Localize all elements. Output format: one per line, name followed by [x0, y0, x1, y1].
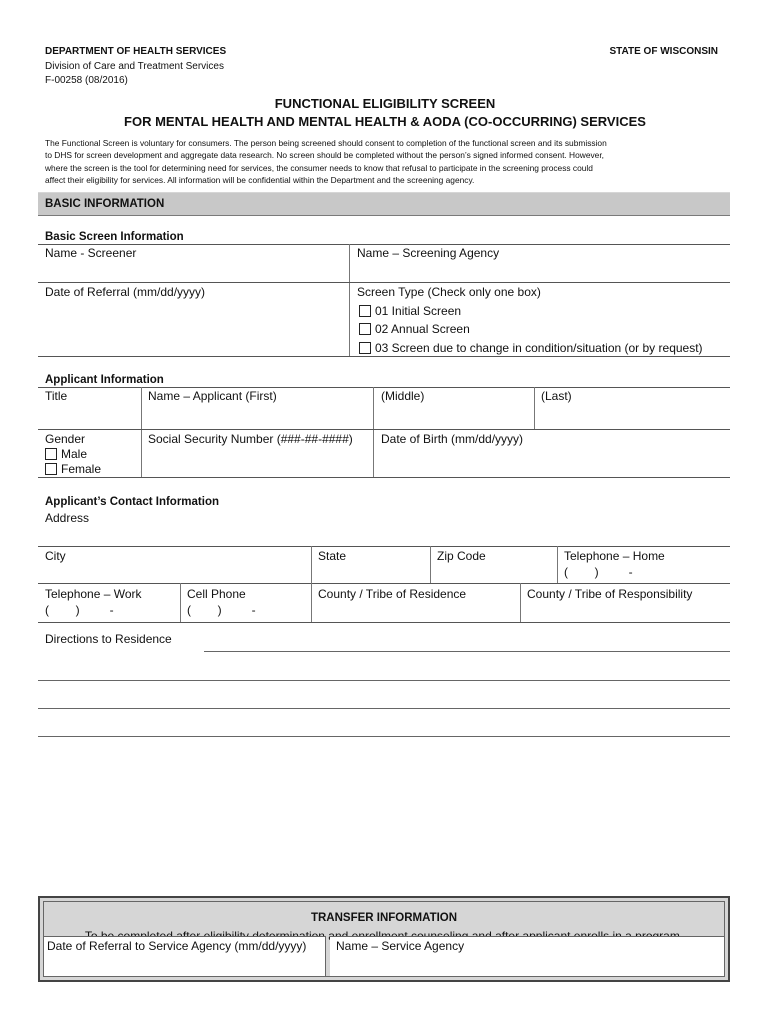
telephone-work-format: ( ) - — [45, 603, 114, 617]
address-field[interactable]: Address — [45, 511, 90, 525]
divider — [38, 244, 730, 245]
transfer-agency-cell[interactable] — [330, 936, 724, 976]
applicant-title-field[interactable]: Title — [45, 389, 68, 403]
divider — [141, 387, 142, 477]
option-label: 03 Screen due to change in condition/situation (or by request) — [375, 341, 703, 355]
option-label: 01 Initial Screen — [375, 304, 462, 318]
cell-phone-field[interactable]: Cell Phone — [187, 587, 246, 601]
divider — [38, 282, 730, 283]
basic-information-section-header — [38, 192, 730, 216]
option-label: 02 Annual Screen — [375, 322, 470, 336]
divider — [311, 546, 312, 583]
gender-female-option[interactable] — [45, 460, 101, 478]
telephone-work-field[interactable]: Telephone – Work — [45, 587, 142, 601]
directions-line-1[interactable] — [204, 651, 730, 652]
form-number: F-00258 (08/2016) — [45, 75, 128, 86]
division-name: Division of Care and Treatment Services — [45, 61, 224, 72]
intro-line: The Functional Screen is voluntary for consumers. The person being screened should consent to completion of the functional screen and its submission — [45, 138, 607, 148]
directions-line-3[interactable] — [38, 708, 730, 709]
divider — [38, 622, 730, 623]
divider — [38, 583, 730, 584]
change-screen-option[interactable] — [359, 339, 703, 357]
intro-line: to DHS for screen development and aggregate data research. No screen should be completed without the person’s signed informed consent. However, — [45, 150, 604, 161]
form-title-line2: FOR MENTAL HEALTH AND MENTAL HEALTH & AODA (CO-OCCURRING) SERVICES — [124, 114, 646, 129]
divider — [38, 546, 730, 547]
gender-label: Gender — [45, 432, 86, 446]
divider — [557, 546, 558, 583]
applicant-info-heading: Applicant Information — [45, 374, 164, 386]
divider — [430, 546, 431, 583]
applicant-first-name-field[interactable]: Name – Applicant (First) — [148, 389, 277, 403]
state-name: STATE OF WISCONSIN — [609, 46, 718, 57]
initial-screen-option[interactable] — [359, 302, 461, 320]
divider — [38, 477, 730, 478]
service-agency-field[interactable]: Name – Service Agency — [336, 939, 465, 953]
divider — [534, 387, 535, 430]
change-screen-checkbox[interactable] — [359, 342, 371, 354]
screen-type-label: Screen Type (Check only one box) — [357, 285, 541, 299]
county-responsibility-field[interactable]: County / Tribe of Responsibility — [527, 587, 693, 601]
divider — [38, 429, 730, 430]
divider — [373, 387, 374, 477]
transfer-title: TRANSFER INFORMATION — [310, 912, 458, 924]
intro-line: affect their eligibility for services. All information will be confidential within the Department and the screening agency. — [45, 175, 475, 186]
form-title-line1: FUNCTIONAL ELIGIBILITY SCREEN — [274, 96, 496, 111]
directions-line-2[interactable] — [38, 680, 730, 681]
male-checkbox[interactable] — [45, 448, 57, 460]
applicant-middle-name-field[interactable]: (Middle) — [381, 389, 425, 403]
telephone-home-field[interactable]: Telephone – Home — [564, 549, 665, 563]
city-field[interactable]: City — [45, 549, 66, 563]
annual-screen-checkbox[interactable] — [359, 323, 371, 335]
transfer-date-field[interactable]: Date of Referral to Service Agency (mm/dd/yyyy) — [47, 939, 307, 953]
annual-screen-option[interactable] — [359, 320, 470, 338]
intro-line: where the screen is the tool for determining need for services, the consumer needs to know that refusal to participate in the screening process could — [45, 162, 593, 173]
intro-paragraph — [45, 137, 725, 187]
county-residence-field[interactable]: County / Tribe of Residence — [318, 587, 467, 601]
section-title: BASIC INFORMATION — [45, 198, 165, 210]
date-of-referral-field[interactable]: Date of Referral (mm/dd/yyyy) — [45, 285, 206, 299]
divider — [349, 244, 350, 357]
applicant-last-name-field[interactable]: (Last) — [541, 389, 572, 403]
divider — [311, 583, 312, 622]
name-screening-agency-field[interactable]: Name – Screening Agency — [357, 246, 500, 260]
option-label: Female — [61, 462, 102, 476]
zip-code-field[interactable]: Zip Code — [437, 549, 486, 563]
female-checkbox[interactable] — [45, 463, 57, 475]
telephone-home-format: ( ) - — [564, 565, 633, 579]
ssn-field[interactable]: Social Security Number (###-##-####) — [148, 432, 353, 446]
department-name: DEPARTMENT OF HEALTH SERVICES — [45, 46, 227, 57]
name-screener-field[interactable]: Name - Screener — [45, 246, 137, 260]
basic-screen-info-heading: Basic Screen Information — [45, 231, 184, 243]
transfer-information-box — [38, 896, 730, 982]
directions-label: Directions to Residence — [45, 632, 172, 646]
date-of-birth-field[interactable]: Date of Birth (mm/dd/yyyy) — [381, 432, 524, 446]
initial-screen-checkbox[interactable] — [359, 305, 371, 317]
divider — [38, 356, 730, 357]
cell-phone-format: ( ) - — [187, 603, 256, 617]
contact-info-heading: Applicant’s Contact Information — [45, 496, 219, 508]
option-label: Male — [61, 447, 88, 461]
divider — [520, 583, 521, 622]
transfer-date-cell[interactable] — [44, 936, 326, 976]
divider — [180, 583, 181, 622]
directions-line-4[interactable] — [38, 736, 730, 737]
state-field[interactable]: State — [318, 549, 347, 563]
